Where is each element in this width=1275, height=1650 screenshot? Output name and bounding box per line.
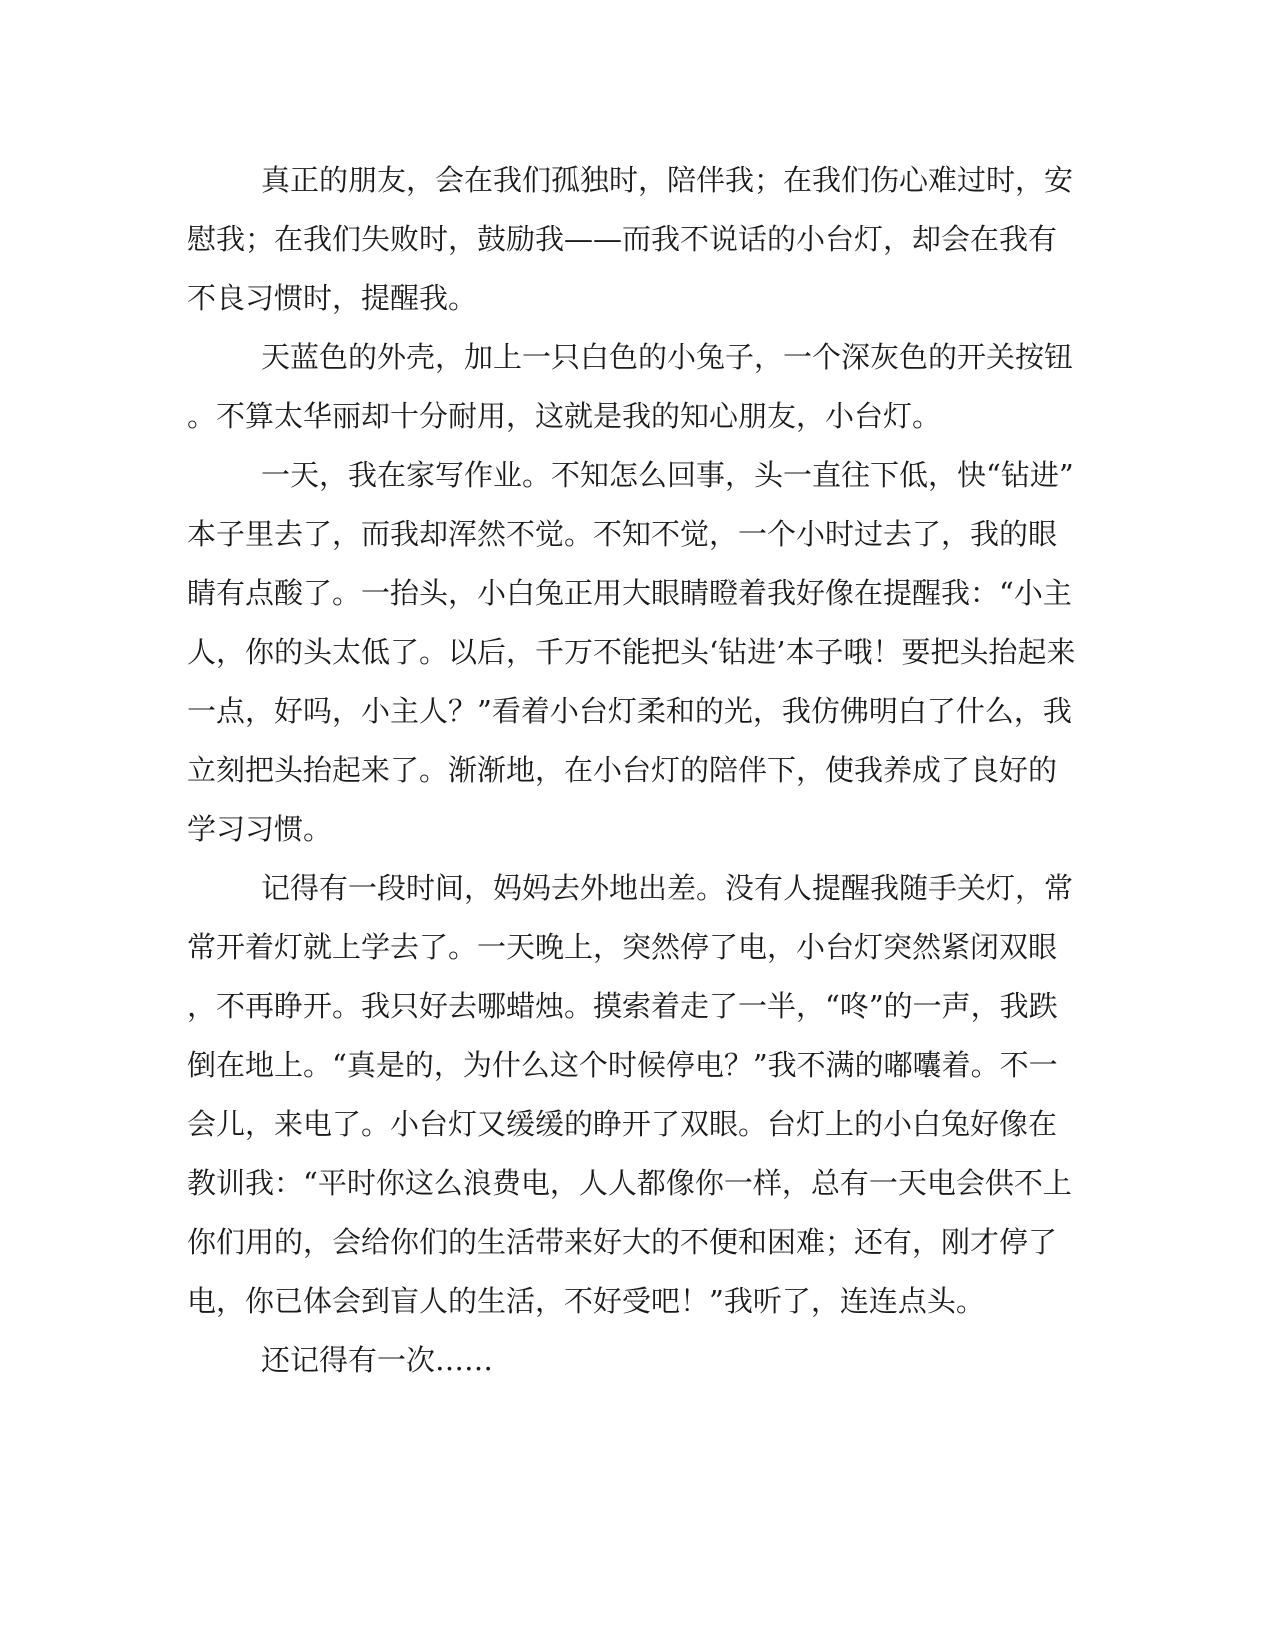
paragraph-1-line-1: 真正的朋友，会在我们孤独时，陪伴我；在我们伤心难过时，安 — [261, 163, 1074, 197]
paragraph-1-line-2: 慰我；在我们失败时，鼓励我——而我不说话的小台灯，却会在我有 — [187, 222, 1058, 256]
paragraph-2-line-1: 天蓝色的外壳，加上一只白色的小兔子，一个深灰色的开关按钮 — [261, 340, 1074, 374]
paragraph-1-line-3: 不良习惯时，提醒我。 — [187, 281, 478, 315]
paragraph-3-line-6: 立刻把头抬起来了。渐渐地，在小台灯的陪伴下，使我养成了良好的 — [187, 753, 1058, 787]
paragraph-3-line-2: 本子里去了，而我却浑然不觉。不知不觉，一个小时过去了，我的眼 — [187, 517, 1058, 551]
paragraph-3-line-5: 一点，好吗，小主人？”看着小台灯柔和的光，我仿佛明白了什么，我 — [187, 694, 1072, 728]
paragraph-4-line-3: ，不再睁开。我只好去哪蜡烛。摸索着走了一半，“咚”的一声，我跌 — [187, 989, 1058, 1023]
paragraph-3-line-3: 睛有点酸了。一抬头，小白兔正用大眼睛瞪着我好像在提醒我：“小主 — [187, 576, 1072, 610]
paragraph-3-line-4: 人，你的头太低了。以后，千万不能把头‘钻进’本子哦！要把头抬起来 — [187, 635, 1076, 669]
paragraph-4-line-5: 会儿，来电了。小台灯又缓缓的睁开了双眼。台灯上的小白兔好像在 — [187, 1107, 1058, 1141]
paragraph-2-line-2: 。不算太华丽却十分耐用，这就是我的知心朋友，小台灯。 — [187, 399, 942, 433]
paragraph-4-line-2: 常开着灯就上学去了。一天晚上，突然停了电，小台灯突然紧闭双眼 — [187, 930, 1058, 964]
paragraph-4-line-1: 记得有一段时间，妈妈去外地出差。没有人提醒我随手关灯，常 — [261, 871, 1074, 905]
paragraph-5-line-1: 还记得有一次…… — [261, 1343, 494, 1377]
paragraph-4-line-4: 倒在地上。“真是的，为什么这个时候停电？”我不满的嘟囔着。不一 — [187, 1048, 1058, 1082]
paragraph-4-line-8: 电，你已体会到盲人的生活，不好受吧！”我听了，连连点头。 — [187, 1284, 985, 1318]
paragraph-3-line-7: 学习习惯。 — [187, 812, 333, 846]
paragraph-4-line-6: 教训我：“平时你这么浪费电，人人都像你一样，总有一天电会供不上 — [187, 1166, 1072, 1200]
paragraph-4-line-7: 你们用的，会给你们的生活带来好大的不便和困难；还有，刚才停了 — [187, 1225, 1058, 1259]
paragraph-3-line-1: 一天，我在家写作业。不知怎么回事，头一直往下低，快“钻进” — [261, 458, 1074, 492]
